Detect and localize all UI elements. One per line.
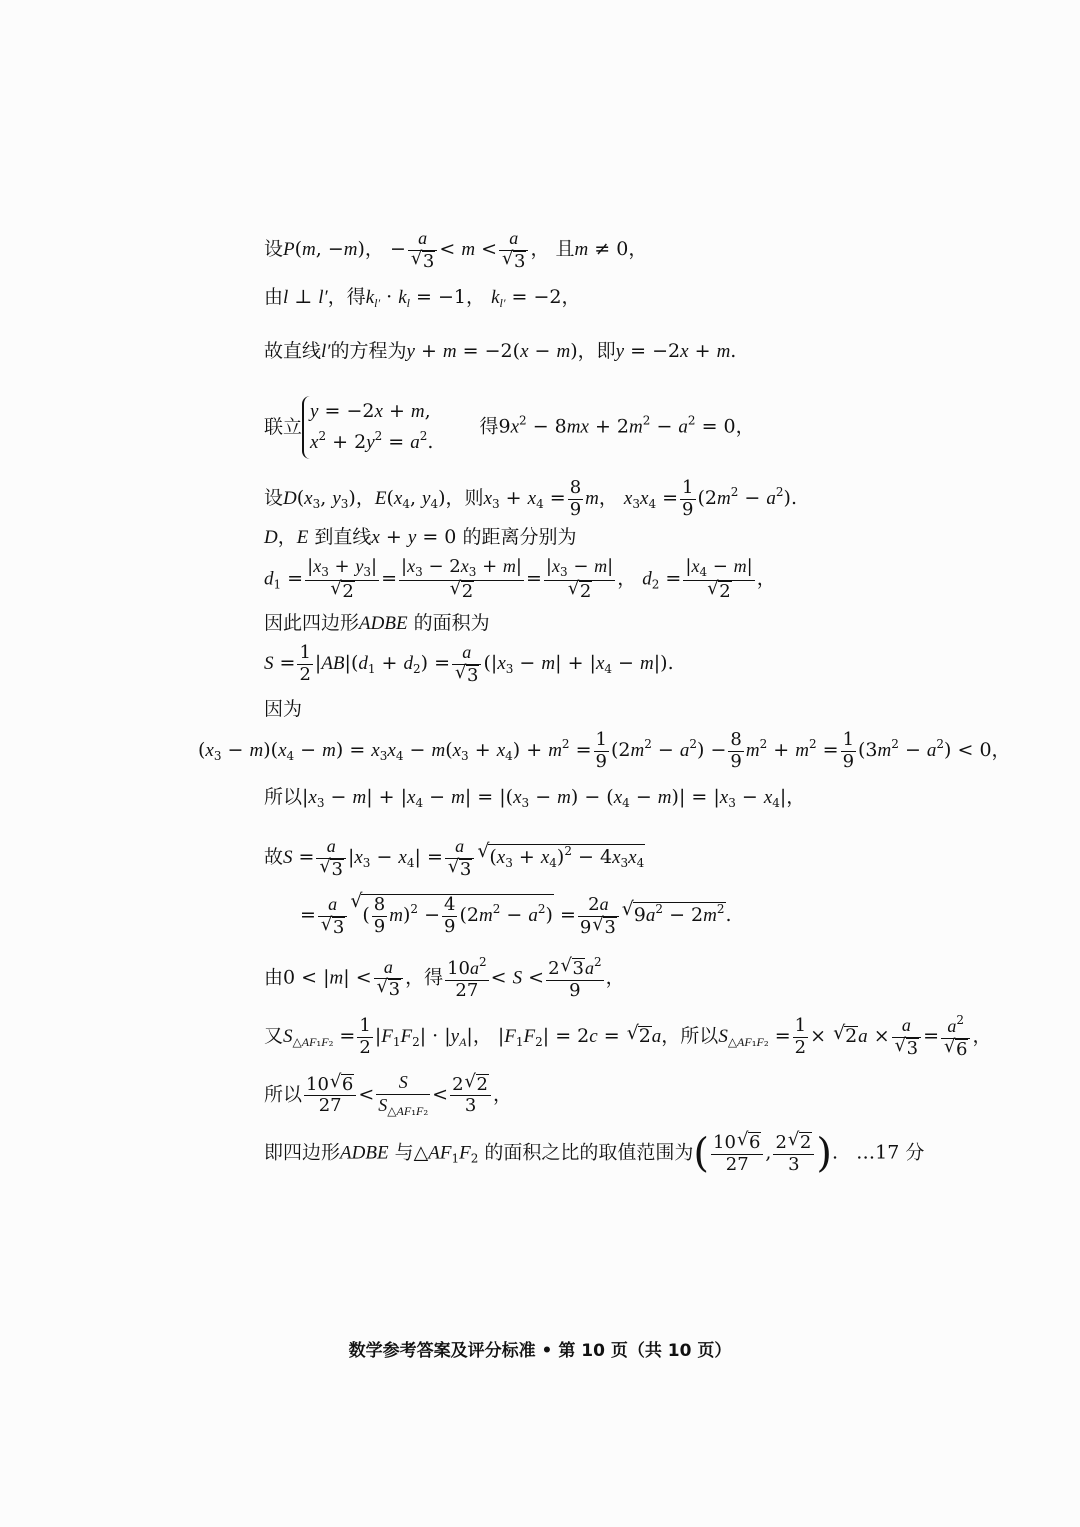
fraction: a √ 3 xyxy=(892,1015,921,1059)
line-18: 即四边形ADBE 与$\triangle AF_1F_2$ 的面积之比的取值范围为( $\frac{10√ 6}{27}$ , $\frac{2√ 2}{3}$ ). …17 分 xyxy=(264,1132,924,1175)
line-3: 故直线l′的方程为y + m = −2(x − m)，即y = −2x + m. xyxy=(264,340,737,362)
fraction: $\frac{S}{S_{\triangle AF_1F_2}}$ xyxy=(378,1072,429,1118)
text: 设 xyxy=(264,487,284,510)
text: 即四边形 xyxy=(264,1141,341,1164)
fraction: $a^2$ √ 6 xyxy=(941,1014,970,1060)
fraction: $\frac{1}{2}$ xyxy=(299,642,311,685)
text: 又 xyxy=(264,1025,284,1048)
text: 联立 xyxy=(264,415,303,438)
text: 的面积之比的取值范围为 xyxy=(484,1141,694,1164)
text: ，所以 xyxy=(661,1025,719,1048)
score-text: …17 分 xyxy=(856,1141,925,1164)
text: 因此四边形 xyxy=(264,612,360,634)
fraction: a √ 3 xyxy=(318,894,347,938)
line-2: 由l ⊥ l′，得$k_{l'} \cdot k_l = -1$， $k_{l'} = -2$， xyxy=(264,286,581,310)
line-16: 又$S_{\triangle AF_1F_2}$ = $\frac{1}{2}$ $|F_1F_2| \cdot |y_A|$， $|F_1F_2| = 2c$ = √ 2a，所以$S_{\triangle AF_1F_2}$ = $\frac{1}{2}$ × √ 2a × a √ 3 = $a^2$ √ 6 ， xyxy=(264,1014,991,1060)
line-7: $d_1$ = $|x_3 + y_3|$ √ 2 = $|x_3 - 2x_3 + m|$ √ 2 = $|x_3 - m|$ √ 2 ， $d_2$ = $|x_4 - m|$ √ 2 ， xyxy=(264,556,776,602)
fraction: a √ 3 xyxy=(445,836,474,880)
text: 与 xyxy=(394,1141,414,1164)
text: 得 xyxy=(479,415,499,438)
fraction: $\frac{1}{2}$ xyxy=(359,1015,371,1058)
text: 的方程为 xyxy=(330,340,407,362)
page-footer: 数学参考答案及评分标准 • 第 10 页（共 10 页） xyxy=(348,1341,732,1361)
text: ，即 xyxy=(577,340,616,362)
text: ，得 xyxy=(405,966,444,989)
line-6: D，E 到直线x + y = 0 的距离分别为 xyxy=(264,526,577,548)
equation-system: y = −2x + m, $x^2 + 2y^2 = a^2$. xyxy=(302,396,433,459)
fraction: $\frac{1}{9}$ xyxy=(595,729,607,772)
line-9: S = $\frac{1}{2}$ $|AB|(d_1 + d_2)$ = a √ 3 $(|x_3 - m| + |x_4 - m|)$. xyxy=(264,642,674,686)
fraction: $\frac{4}{9}$ xyxy=(444,894,456,937)
fraction: $\frac{2a}{9√ 3}$ xyxy=(578,894,619,938)
fraction: a √ 3 xyxy=(499,228,528,272)
text: ，则 xyxy=(445,487,484,510)
line-13: 故S = a √ 3 $|x_3 - x_4|$ = a √ 3 √ $(x_3 + x_4)^2 - 4x_3x_4$ xyxy=(264,836,645,880)
text: 的距离分别为 xyxy=(462,526,577,548)
line-1: 设P(m, −m)， − a √ 3 < m < a √ 3 ， 且m ≠ 0， xyxy=(264,228,647,272)
text: 由 xyxy=(264,966,284,989)
text: 且 xyxy=(555,238,575,261)
fraction: $\frac{1}{2}$ xyxy=(794,1015,807,1058)
text: 到直线 xyxy=(314,526,372,548)
fraction: a √ 3 xyxy=(452,642,481,686)
line-10 xyxy=(264,700,302,719)
fraction: $|x_3 - 2x_3 + m|$ √ 2 xyxy=(399,556,524,602)
fraction: $\frac{2√ 3a^2}{9}$ xyxy=(546,956,604,1001)
fraction: $|x_3 - m|$ √ 2 xyxy=(544,556,615,602)
fraction: $\frac{1}{9}$ xyxy=(842,729,855,772)
fraction: $\frac{1}{9}$ xyxy=(682,477,694,520)
text: 由 xyxy=(264,286,284,308)
line-17: 所以 $\frac{10√ 6}{27}$ < $\frac{S}{S_{\triangle AF_1F_2}}$ < $\frac{2√ 2}{3}$ ， xyxy=(264,1072,512,1118)
text: 所以 xyxy=(264,786,303,808)
fraction: a √ 3 xyxy=(316,836,345,880)
line-5: 设$D(x_3$, $y_3$)，$E(x_4$, $y_4$)，则$x_3 + x_4$ = $\frac{8}{9}$ m， $x_3x_4$ = $\frac{1}{9}$ $(2m^2 - a^2)$. xyxy=(264,477,797,520)
text: 的面积为 xyxy=(413,612,490,634)
line-4: 联立 y = −2x + m, $x^2 + 2y^2 = a^2$. 得$9x^2 - 8mx + 2m^2 - a^2 = 0$， xyxy=(264,396,755,459)
fraction: $|x_4 - m|$ √ 2 xyxy=(683,556,754,602)
fraction: $\frac{2√ 2}{3}$ xyxy=(450,1074,491,1117)
fraction: $\frac{8}{9}$ xyxy=(730,729,742,772)
line-15: 由0 < |m| < a √ 3 ，得 $\frac{10a^2}{27}$ < S < $\frac{2√ 3a^2}{9}$ ， xyxy=(264,956,625,1001)
text: 设 xyxy=(264,238,284,261)
fraction: a √ 3 xyxy=(374,957,403,1001)
line-14: = a √ 3 √ ( $\frac{8}{9}$ m)$^2$ − $\frac{4}{9}$ $(2m^2 - a^2)$ = $\frac{2a}{9√ 3}$ √ $9a^2 - 2m^2$. xyxy=(300,894,732,938)
fraction: $\frac{10√ 6}{27}$ xyxy=(711,1132,763,1175)
fraction: $\frac{8}{9}$ xyxy=(569,477,582,520)
line-12: 所以$|x_3 - m| + |x_4 - m| = |(x_3 - m) - (x_4 - m)| = |x_3 - x_4|$， xyxy=(264,786,806,810)
text: 故 xyxy=(264,846,284,869)
fraction: $\frac{10a^2}{27}$ xyxy=(447,955,487,1001)
fraction: $\frac{8}{9}$ xyxy=(373,894,386,937)
text: 因为 xyxy=(264,698,303,720)
fraction: a √ 3 xyxy=(408,228,437,272)
line-11: $(x_3 - m)(x_4 - m) = x_3x_4 - m(x_3 + x_4) + m^2$ = $\frac{1}{9}$ $(2m^2 - a^2)$ − $\frac{8}{9}$ $m^2 + m^2$ = $\frac{1}{9}$ $(3m^2 - a^2) < 0$， xyxy=(198,729,1011,772)
text: 所以 xyxy=(264,1083,303,1106)
line-8: 因此四边形ADBE 的面积为 xyxy=(264,612,490,634)
fraction: $|x_3 + y_3|$ √ 2 xyxy=(305,556,379,602)
fraction: $\frac{10√ 6}{27}$ xyxy=(304,1074,356,1117)
text: ，得 xyxy=(327,286,366,308)
fraction: $\frac{2√ 2}{3}$ xyxy=(773,1132,814,1175)
text: 故直线 xyxy=(264,340,322,362)
